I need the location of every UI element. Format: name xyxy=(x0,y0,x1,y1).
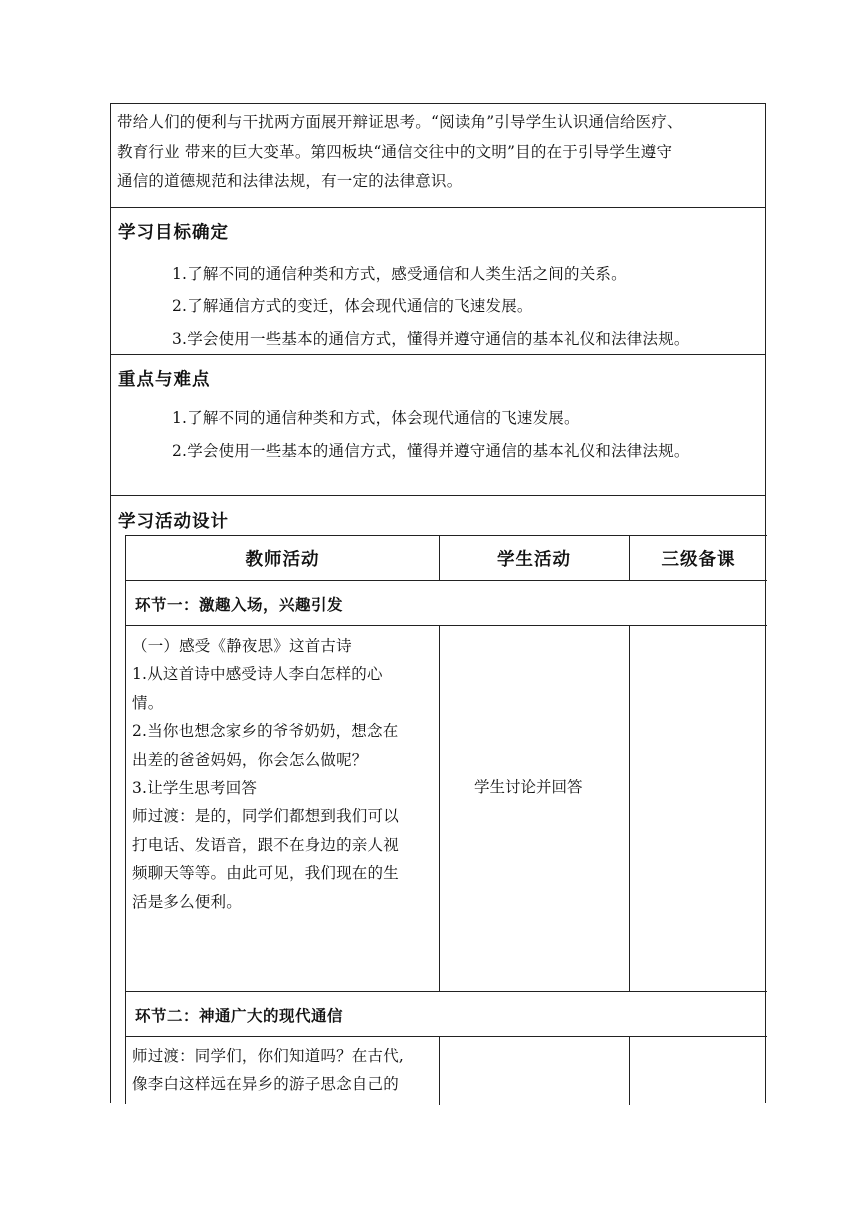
row-divider xyxy=(126,1036,767,1037)
goal-item: 2.了解通信方式的变迁，体会现代通信的飞速发展。 xyxy=(172,297,533,315)
goal-item: 3.学会使用一些基本的通信方式，懂得并遵守通信的基本礼仪和法律法规。 xyxy=(172,330,690,348)
column-divider xyxy=(439,1036,440,1105)
text-line: 像李白这样远在异乡的游子思念自己的 xyxy=(132,1075,399,1094)
header-three-level-prep: 三级备课 xyxy=(661,549,736,570)
key-points-title: 重点与难点 xyxy=(118,370,211,390)
row-divider xyxy=(126,991,767,992)
header-student-activity: 学生活动 xyxy=(497,549,571,570)
intro-line: 通信的道德规范和法律法规，有一定的法律意识。 xyxy=(117,172,463,190)
text-line: 2.当你也想念家乡的爷爷奶奶，想念在 xyxy=(132,722,399,741)
text-line: 情。 xyxy=(132,693,164,712)
stage-two-teacher-activity xyxy=(132,1042,434,1099)
lesson-plan-table xyxy=(110,103,766,1103)
header-teacher-activity: 教师活动 xyxy=(245,549,320,570)
text-line: 3.让学生思考回答 xyxy=(132,779,258,798)
key-point-item: 1.了解不同的通信种类和方式，体会现代通信的飞速发展。 xyxy=(172,409,580,427)
row-divider xyxy=(126,580,767,581)
text-line: 打电话、发语音，跟不在身边的亲人视 xyxy=(132,835,399,854)
text-line: （一）感受《静夜思》这首古诗 xyxy=(132,637,352,655)
stage-two-title: 环节二：神通广大的现代通信 xyxy=(135,1007,344,1025)
text-line: 活是多么便利。 xyxy=(132,892,242,911)
learning-goals-title: 学习目标确定 xyxy=(118,223,229,243)
goal-item: 1.了解不同的通信种类和方式，感受通信和人类生活之间的关系。 xyxy=(172,265,627,283)
text-line: 出差的爸爸妈妈，你会怎么做呢？ xyxy=(132,750,368,769)
activities-title: 学习活动设计 xyxy=(118,512,229,532)
text-line: 师过渡：同学们，你们知道吗？在古代, xyxy=(132,1047,405,1065)
column-divider xyxy=(439,625,440,991)
text-line: 1.从这首诗中感受诗人李白怎样的心 xyxy=(132,665,383,684)
stage-one-student-activity: 学生讨论并回答 xyxy=(474,778,583,796)
key-point-item: 2.学会使用一些基本的通信方式，懂得并遵守通信的基本礼仪和法律法规。 xyxy=(172,442,690,460)
column-divider xyxy=(629,1036,630,1105)
learning-goals-section xyxy=(111,208,765,355)
key-points-section xyxy=(111,355,765,496)
intro-section xyxy=(111,104,765,208)
intro-line: 教育行业 带来的巨大变革。第四板块“通信交往中的文明”目的在于引导学生遵守 xyxy=(117,142,673,161)
intro-line: 带给人们的便利与干扰两方面展开辩证思考。“阅读角”引导学生认识通信给医疗、 xyxy=(117,113,683,131)
text-line: 频聊天等等。由此可见，我们现在的生 xyxy=(132,864,399,883)
activities-table xyxy=(125,535,767,1104)
row-divider xyxy=(126,625,767,626)
text-line: 师过渡：是的，同学们都想到我们可以 xyxy=(132,807,399,826)
stage-one-teacher-activity xyxy=(132,632,434,916)
stage-one-title: 环节一：激趣入场，兴趣引发 xyxy=(135,596,344,614)
activities-section xyxy=(111,496,765,1104)
column-divider xyxy=(629,625,630,991)
